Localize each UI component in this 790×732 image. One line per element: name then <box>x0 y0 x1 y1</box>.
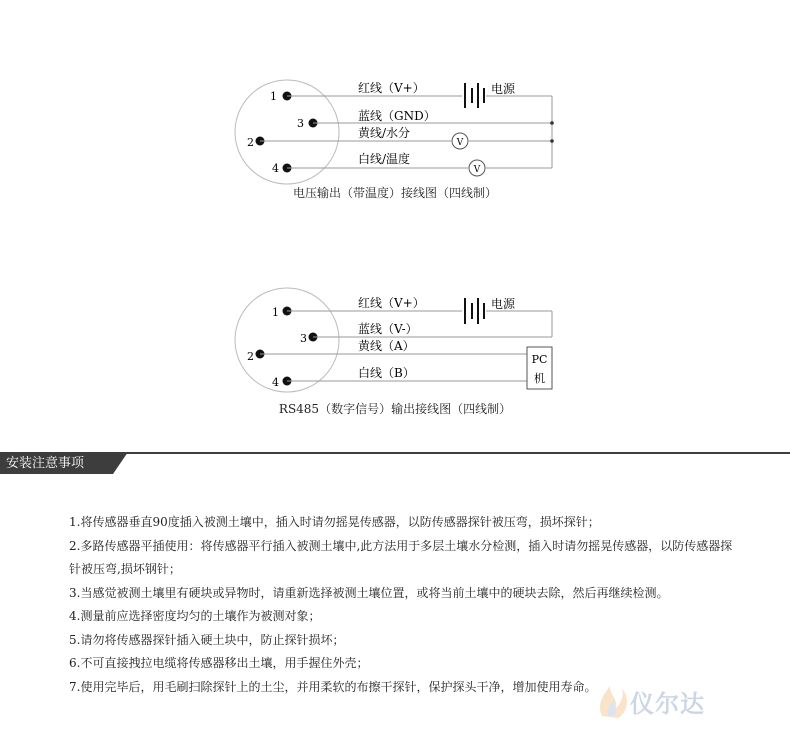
wire-label-blue: 蓝线（GND） <box>358 109 436 123</box>
wire-label-yellow: 黄线/水分 <box>358 126 411 140</box>
voltage-wiring-svg <box>0 0 790 210</box>
battery-icon <box>465 83 484 108</box>
diagram-caption-rs485: RS485（数字信号）输出接线图（四线制） <box>278 402 512 416</box>
svg-text:V: V <box>473 165 481 175</box>
section-title: 安装注意事项 <box>6 456 85 471</box>
wire-label-red: 红线（V+） <box>358 296 425 310</box>
list-item: 1.将传感器垂直90度插入被测土壤中，插入时请勿摇晃传感器，以防传感器探针被压弯，损坏探针； <box>69 515 600 529</box>
svg-text:机: 机 <box>534 372 545 385</box>
pin-label-2: 2 <box>247 350 254 363</box>
wire-label-white: 白线/温度 <box>358 152 411 166</box>
pin-label-2: 2 <box>247 136 254 149</box>
wire-label-white: 白线（B） <box>358 366 415 380</box>
pin-label-1: 1 <box>272 306 279 319</box>
pin-label-3: 3 <box>297 117 304 130</box>
pin-label-1: 1 <box>270 90 277 103</box>
watermark-text: 仪尔达 <box>630 690 705 718</box>
list-item: 3.当感觉被测土壤里有硬块或异物时，请重新选择被测土壤位置，或将当前土壤中的硬块去除，然后再继续检测。 <box>69 585 669 600</box>
pin-label-4: 4 <box>272 162 279 175</box>
connector-outline <box>235 288 339 392</box>
voltmeter-icon <box>452 133 468 149</box>
wire-label-yellow: 黄线（A） <box>358 339 415 353</box>
list-item: 5.请勿将传感器探针插入硬土块中，防止探针损坏； <box>69 632 345 647</box>
power-label: 电源 <box>491 82 516 96</box>
svg-text:V: V <box>456 138 464 148</box>
battery-icon <box>465 298 484 324</box>
voltmeter-icon <box>469 160 485 176</box>
list-item: 6.不可直接拽拉电缆将传感器移出土壤，用手握住外壳； <box>69 656 369 670</box>
pin-label-3: 3 <box>300 332 307 345</box>
svg-text:PC: PC <box>531 353 548 366</box>
section-header-bar <box>0 452 790 476</box>
list-item: 7.使用完毕后，用毛刷扫除探针上的土尘，并用柔软的布擦干探针，保护探头干净，增加使用寿命。 <box>69 679 597 694</box>
power-label: 电源 <box>491 297 516 311</box>
diagram-caption-voltage: 电压输出（带温度）接线图（四线制） <box>292 186 497 200</box>
list-item: 2.多路传感器平插使用：将传感器平行插入被测土壤中,此方法用于多层土壤水分检测，插入时请勿摇晃传感器，以防传感器探针被压弯,损坏钢针； <box>69 538 733 576</box>
wire-label-red: 红线（V+） <box>358 81 425 95</box>
voltage-wiring-diagram <box>0 0 790 210</box>
installation-notes <box>69 511 739 699</box>
junction-dot <box>550 139 554 143</box>
wire-label-blue: 蓝线（V-） <box>358 322 418 336</box>
pin-label-4: 4 <box>272 376 279 389</box>
junction-dot <box>550 121 554 125</box>
pc-box-icon <box>527 347 552 389</box>
list-item: 4.测量前应选择密度均匀的土壤作为被测对象； <box>69 609 321 623</box>
